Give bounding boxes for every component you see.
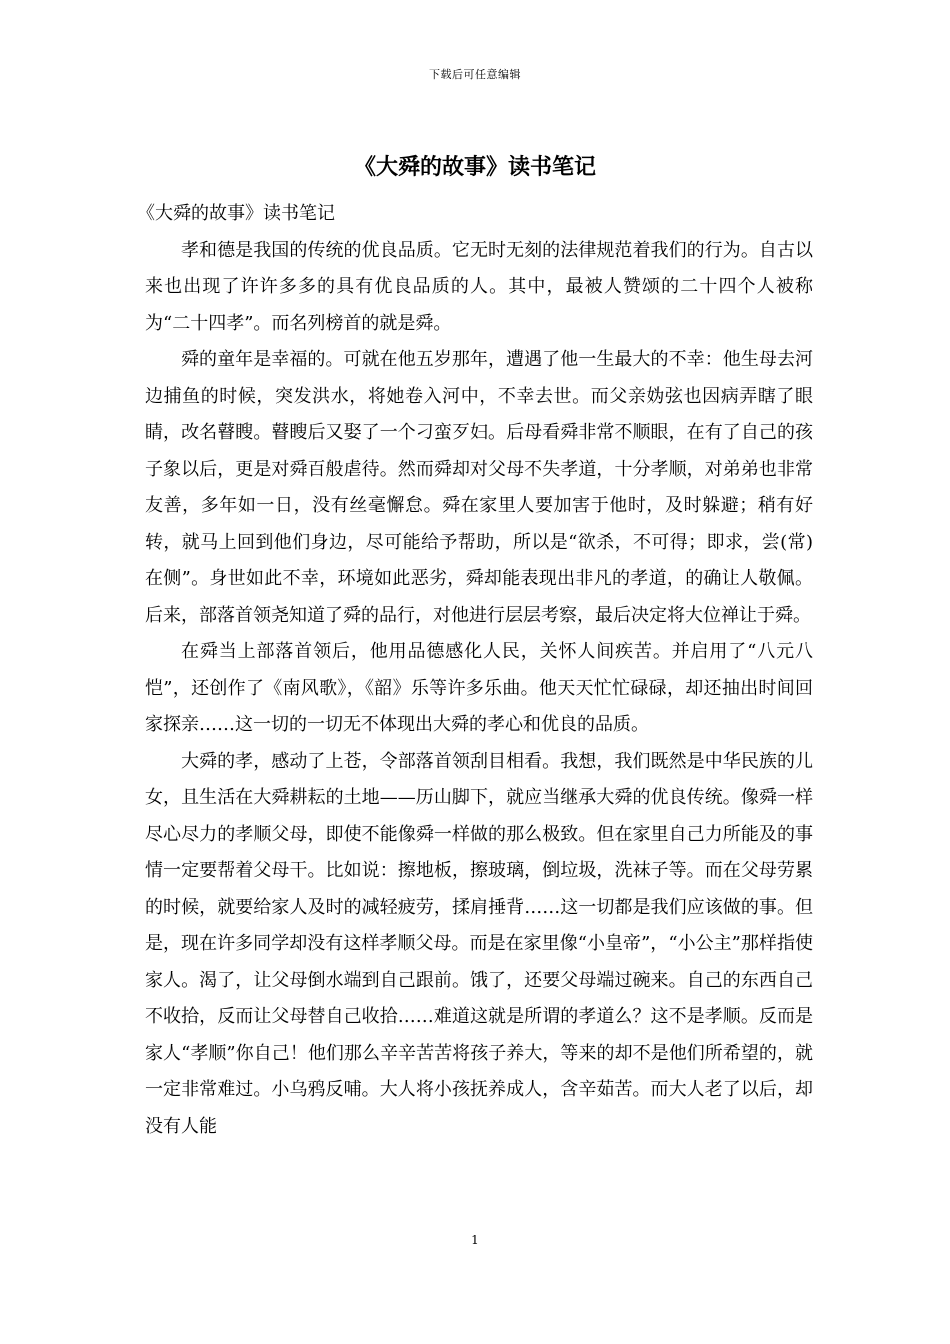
header-note: 下载后可任意编辑 [429, 68, 521, 81]
paragraph: 孝和德是我国的传统的优良品质。它无时无刻的法律规范着我们的行为。自古以来也出现了许许多多的具有优良品质的人。其中，最被人赞颂的二十四个人被称为“二十四孝”。而名列榜首的就是舜。 [145, 239, 813, 334]
document-title: 《大舜的故事》读书笔记 [353, 154, 596, 180]
document-body [137, 196, 813, 1145]
document-subtitle: 《大舜的故事》读书笔记 [137, 203, 335, 224]
page-number: 1 [471, 1233, 479, 1247]
paragraph: 在舜当上部落首领后，他用品德感化人民，关怀人间疾苦。并启用了“八元八恺”，还创作了《南风歌》，《韶》乐等许多乐曲。他天天忙忙碌碌，却还抽出时间回家探亲……这一切的一切无不体现出大舜的孝心和优良的品质。 [145, 641, 813, 735]
paragraph: 舜的童年是幸福的。可就在他五岁那年，遭遇了他一生最大的不幸：他生母去河边捕鱼的时候，突发洪水，将她卷入河中，不幸去世。而父亲妫弦也因病弄瞎了眼睛，改名瞽瞍。瞽瞍后又娶了一个刁蛮歹妇。后母看舜非常不顺眼，在有了自己的孩子象以后，更是对舜百般虐待。然而舜却对父母不失孝道，十分孝顺，对弟弟也非常友善，多年如一日，没有丝毫懈怠。舜在家里人要加害于他时，及时躲避；稍有好转，就马上回到他们身边，尽可能给予帮助，所以是“欲杀，不可得；即求，尝(常)在侧”。身世如此不幸，环境如此恶劣，舜却能表现出非凡的孝道，的确让人敬佩。后来，部落首领尧知道了舜的品行，对他进行层层考察，最后决定将大位禅让于舜。 [145, 349, 813, 626]
paragraph: 大舜的孝，感动了上苍，令部落首领刮目相看。我想，我们既然是中华民族的儿女，且生活在大舜耕耘的土地——历山脚下，就应当继承大舜的优良传统。像舜一样尽心尽力的孝顺父母，即使不能像舜一样做的那么极致。但在家里自己力所能及的事情一定要帮着父母干。比如说：擦地板，擦玻璃，倒垃圾，洗袜子等。而在父母劳累的时候，就要给家人及时的减轻疲劳，揉肩捶背……这一切都是我们应该做的事。但是，现在许多同学却没有这样孝顺父母。而是在家里像“小皇帝”，“小公主”那样指使家人。渴了，让父母倒水端到自己跟前。饿了，还要父母端过碗来。自己的东西自己不收拾，反而让父母替自己收拾……难道这就是所谓的孝道么？这不是孝顺。反而是家人“孝顺”你自己！他们那么辛辛苦苦将孩子养大，等来的却不是他们所希望的，就一定非常难过。小乌鸦反哺。大人将小孩抚养成人，含辛茹苦。而大人老了以后，却没有人能 [145, 750, 813, 1137]
